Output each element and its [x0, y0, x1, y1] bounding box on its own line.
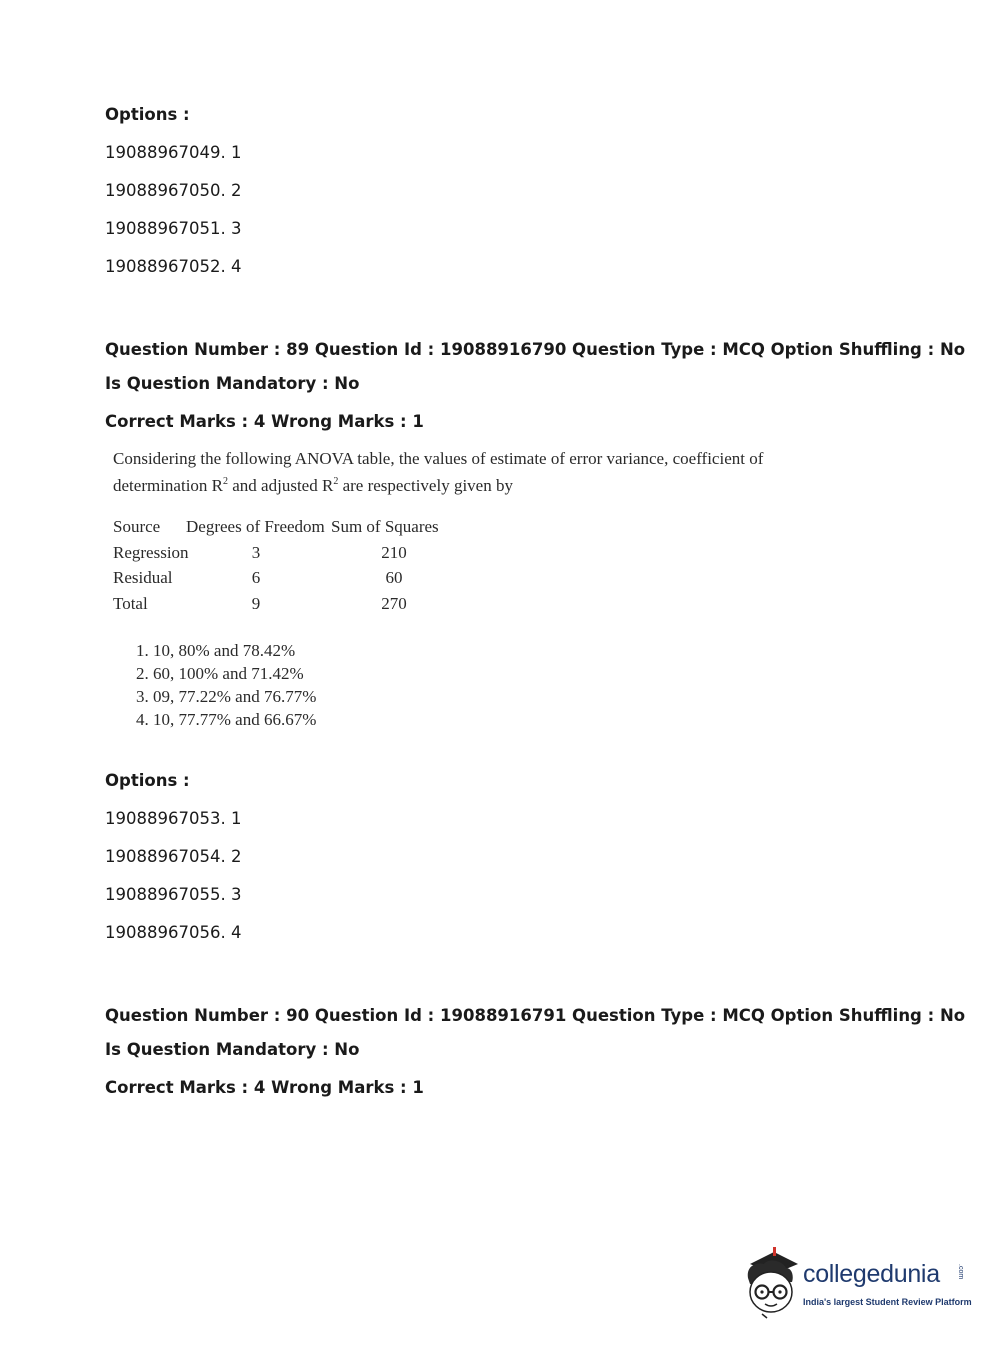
table-cell: 210 — [381, 543, 407, 562]
table-cell: 9 — [251, 594, 261, 613]
option-item: 19088967052. 4 — [105, 257, 242, 276]
table-cell: 270 — [381, 594, 407, 613]
option-item: 19088967051. 3 — [105, 219, 242, 238]
question-marks: Correct Marks : 4 Wrong Marks : 1 — [105, 412, 424, 431]
answer-choice: 4. 10, 77.77% and 66.67% — [136, 710, 317, 729]
question-meta: Question Number : 90 Question Id : 19088916791 Question Type : MCQ Option Shuffling : No — [105, 1006, 966, 1025]
option-item: 19088967049. 1 — [105, 143, 242, 162]
table-header: Source — [113, 517, 161, 536]
question-mandatory: Is Question Mandatory : No — [105, 374, 360, 393]
options-heading: Options : — [105, 105, 190, 124]
brand-name: collegedunia — [803, 1260, 940, 1288]
options-heading: Options : — [105, 771, 190, 790]
option-item: 19088967050. 2 — [105, 181, 242, 200]
brand-tagline: India's largest Student Review Platform — [803, 1297, 972, 1307]
question-marks: Correct Marks : 4 Wrong Marks : 1 — [105, 1078, 424, 1097]
option-item: 19088967056. 4 — [105, 923, 242, 942]
table-cell: 6 — [251, 568, 261, 587]
option-item: 19088967053. 1 — [105, 809, 242, 828]
table-header: Sum of Squares — [331, 517, 439, 536]
table-cell: Residual — [113, 568, 173, 587]
table-cell: 3 — [251, 543, 261, 562]
answer-choice: 3. 09, 77.22% and 76.77% — [136, 687, 317, 706]
question-text-line2: determination $R^2$ and adjusted $R^2$ are respectively given by — [113, 476, 513, 495]
option-item: 19088967054. 2 — [105, 847, 242, 866]
table-cell: Total — [113, 594, 148, 613]
option-item: 19088967055. 3 — [105, 885, 242, 904]
table-cell: 60 — [385, 568, 403, 587]
table-cell: Regression — [113, 543, 189, 562]
answer-choice: 1. 10, 80% and 78.42% — [136, 641, 296, 660]
table-header: Degrees of Freedom — [186, 517, 325, 536]
brand-tld: .com — [957, 1264, 964, 1280]
mascot-icon — [742, 1246, 802, 1320]
question-text-line1: Considering the following ANOVA table, the values of estimate of error variance, coefficient of — [113, 449, 764, 468]
question-meta: Question Number : 89 Question Id : 19088916790 Question Type : MCQ Option Shuffling : No — [105, 340, 966, 359]
question-mandatory: Is Question Mandatory : No — [105, 1040, 360, 1059]
collegedunia-logo — [742, 1246, 972, 1320]
answer-choice: 2. 60, 100% and 71.42% — [136, 664, 304, 683]
